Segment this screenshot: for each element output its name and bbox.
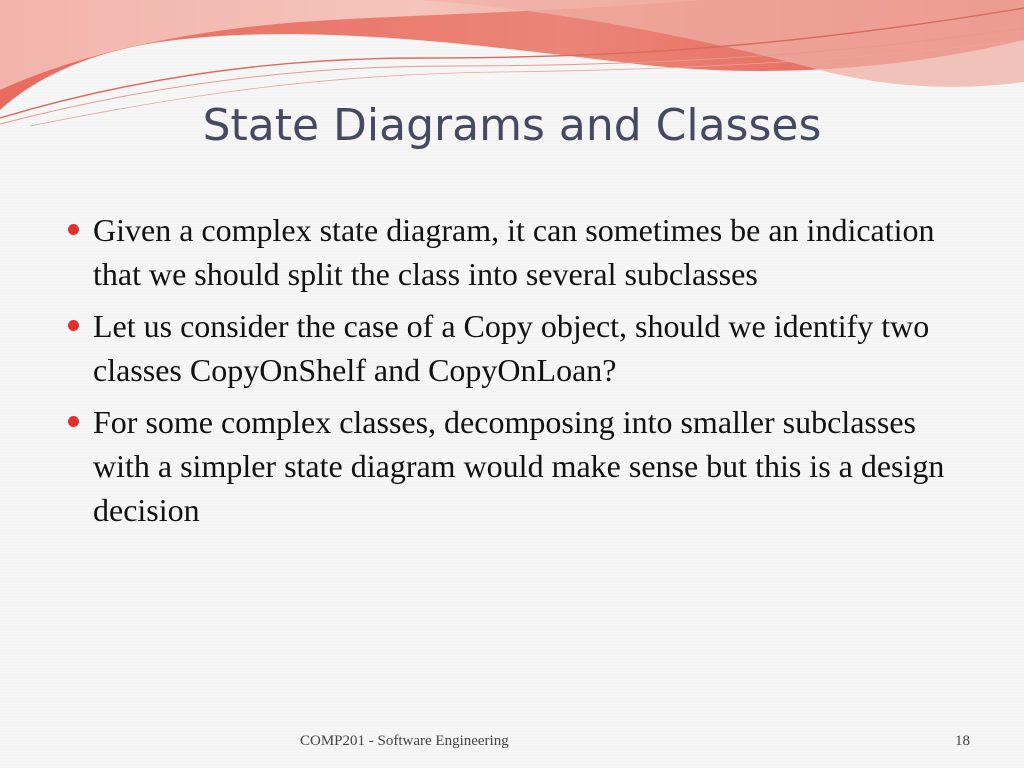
slide-title: State Diagrams and Classes (202, 100, 822, 151)
bullet-list (66, 208, 976, 540)
footer-course-label: COMP201 - Software Engineering (300, 733, 509, 749)
bullet-text: For some complex classes, decomposing into smaller subclasses with a simpler state diagram would make sense but this is a design decision (93, 404, 945, 528)
bullet-dot-icon (68, 224, 79, 235)
bullet-text: Let us consider the case of a Copy object, should we identify two classes CopyOnShelf and CopyOnLoan? (93, 308, 930, 388)
bullet-text: Given a complex state diagram, it can sometimes be an indication that we should split the class into several subclasses (93, 212, 935, 292)
bullet-item (66, 304, 976, 392)
slide-number: 18 (955, 733, 970, 749)
bullet-dot-icon (68, 416, 79, 427)
bullet-dot-icon (68, 320, 79, 331)
bullet-item (66, 208, 976, 296)
bullet-item (66, 400, 976, 532)
